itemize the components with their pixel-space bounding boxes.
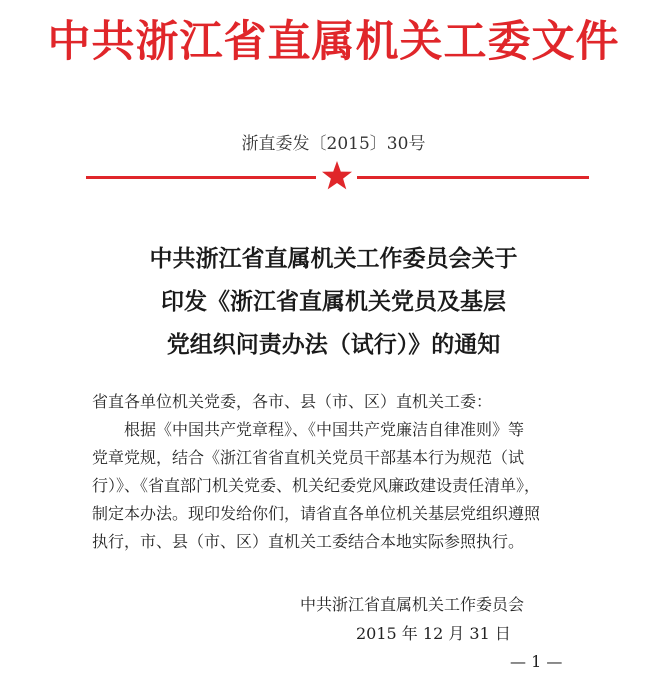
paragraph-line: 制定本办法。现印发给你们，请省直各单位机关基层党组织遵照 — [92, 504, 541, 523]
paragraph-line: 执行，市、县（市、区）直机关工委结合本地实际参照执行。 — [92, 532, 525, 551]
notice-title — [0, 238, 667, 367]
page-number: — 1 — — [510, 652, 563, 671]
document-header-title: 中共浙江省直属机关工委文件 — [47, 17, 620, 67]
signing-date: 2015 年 12 月 31 日 — [356, 624, 511, 643]
divider-line-right — [357, 176, 589, 179]
document-number: 浙直委发〔2015〕30号 — [241, 134, 426, 154]
paragraph-line: 党章党规，结合《浙江省省直机关党员干部基本行为规范（试 — [92, 448, 525, 467]
salutation: 省直各单位机关党委，各市、县（市、区）直机关工委： — [92, 392, 493, 411]
title-line: 中共浙江省直属机关工作委员会关于 — [149, 246, 518, 272]
title-line: 党组织问责办法（试行）》的通知 — [166, 332, 501, 358]
star-icon — [321, 160, 353, 192]
signing-organization: 中共浙江省直属机关工作委员会 — [300, 595, 525, 614]
divider-line-left — [86, 176, 316, 179]
paragraph-line: 根据《中国共产党章程》、《中国共产党廉洁自律准则》等 — [124, 420, 525, 439]
title-line: 印发《浙江省直属机关党员及基层 — [161, 289, 506, 315]
notice-body — [92, 388, 592, 556]
paragraph-line: 行）》、《省直部门机关党委、机关纪委党风廉政建设责任清单》， — [92, 476, 541, 495]
